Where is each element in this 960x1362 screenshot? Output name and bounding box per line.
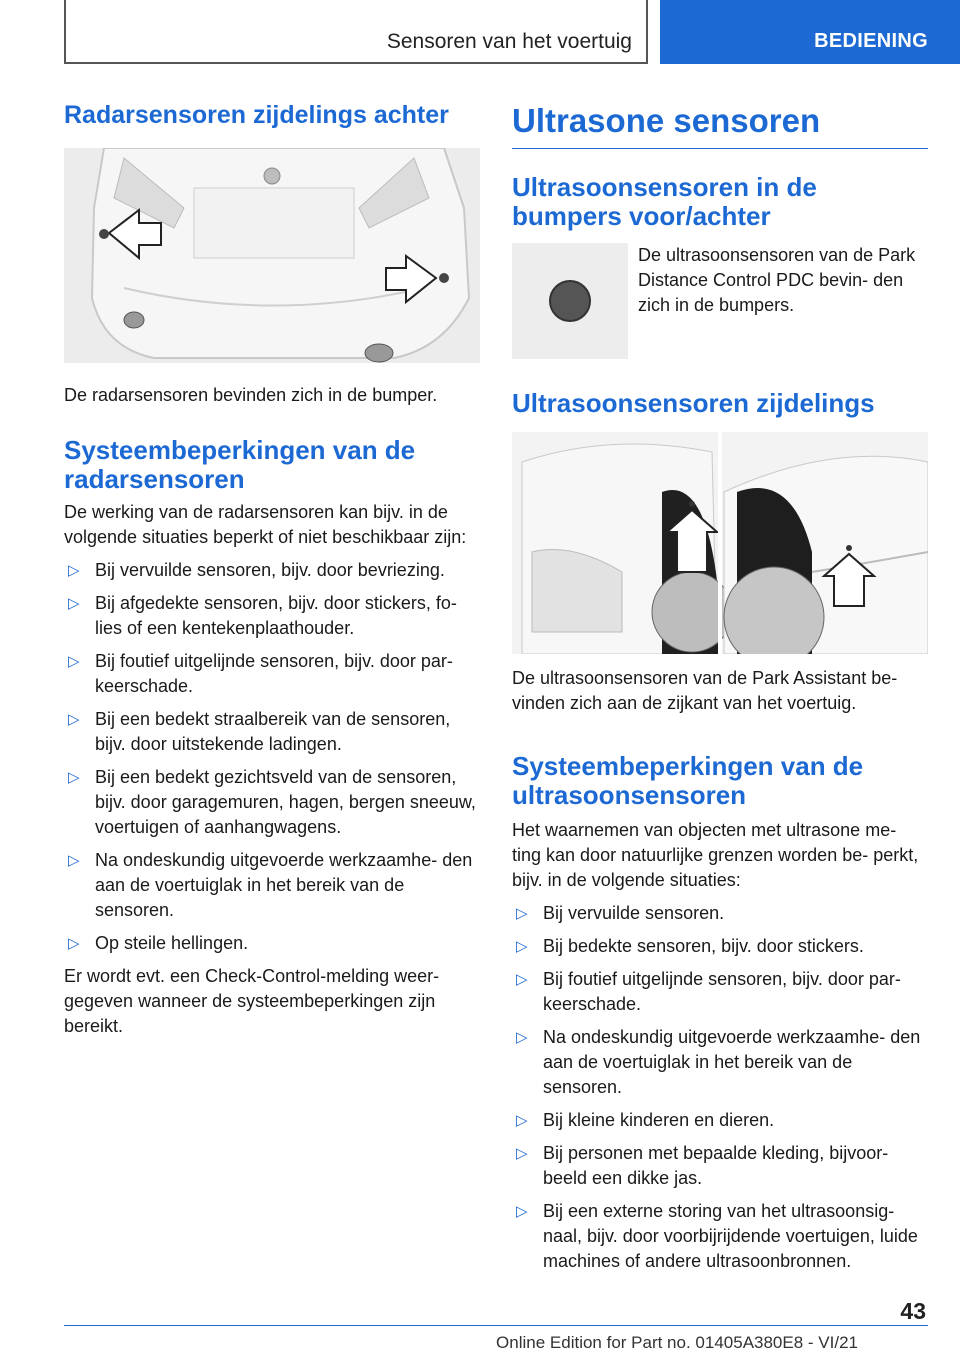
main-title-ultrasonic: Ultrasone sensoren — [512, 102, 821, 139]
header-title: Sensoren van het voertuig — [386, 30, 632, 53]
side-sensor-caption: De ultrasoonsensoren van de Park Assistant be‐ vinden zich aan de zijkant van het voertuig. — [512, 668, 898, 713]
bullet-triangle-icon: ▷ — [68, 935, 80, 952]
radar-limits-closing: Er wordt evt. een Check-Control-melding weer‐ gegeven wanneer de systeembeperkingen zijn bereikt. — [64, 966, 440, 1036]
bullet-triangle-icon: ▷ — [68, 653, 80, 670]
bullet-triangle-icon: ▷ — [516, 1029, 528, 1046]
list-item: ▷ Bij vervuilde sensoren. — [512, 901, 928, 926]
list-item: ▷ Bij afgedekte sensoren, bijv. door stickers, fo‐ lies of een kentekenplaathouder. — [68, 593, 457, 638]
section-title-bumper-sensors: Ultrasoonsensoren in de bumpers voor/achter — [512, 172, 817, 231]
footer-divider — [64, 1325, 928, 1326]
bullet-triangle-icon: ▷ — [68, 852, 80, 869]
ultrasonic-limits-intro: Het waarnemen van objecten met ultrasone me‐ ting kan door natuurlijke grenzen worden be‐ perkt, bijv. in de volgende situaties: — [512, 820, 919, 890]
list-item: ▷ Na ondeskundig uitgevoerde werkzaamhe‐ den aan de voertuiglak in het bereik van de sensoren. — [516, 1027, 921, 1097]
header-tab-label: BEDIENING — [814, 30, 928, 52]
list-item: ▷ Bij een bedekt straalbereik van de sensoren, bijv. door uitstekende ladingen. — [68, 709, 451, 754]
bullet-triangle-icon: ▷ — [516, 938, 528, 955]
bullet-triangle-icon: ▷ — [516, 1203, 528, 1220]
list-item: ▷ Bij een externe storing van het ultrasoonsig‐ naal, bijv. door voorbijrijdende voertuigen, luide machines of andere ultrasoonbronnen. — [516, 1201, 918, 1271]
bumper-sensor-block — [512, 243, 928, 359]
bullet-triangle-icon: ▷ — [516, 1145, 528, 1162]
rear-car-illustration — [64, 148, 480, 363]
section-title-radar: Radarsensoren zijdelings achter — [64, 101, 449, 129]
list-item: ▷ Bij kleine kinderen en dieren. — [512, 1108, 928, 1133]
page-number: 43 — [900, 1298, 926, 1324]
side-sensor-figure — [512, 432, 928, 654]
section-title-radar-limits: Systeembeperkingen van de radarsensoren — [64, 435, 416, 494]
list-item: ▷ Bij bedekte sensoren, bijv. door stickers. — [512, 934, 928, 959]
bullet-triangle-icon: ▷ — [516, 905, 528, 922]
rear-bumper-figure — [64, 148, 480, 363]
title-divider — [512, 148, 928, 149]
page-header — [64, 0, 648, 64]
left-column — [64, 100, 480, 1039]
right-column — [512, 100, 928, 1282]
radar-limits-list — [64, 558, 480, 956]
bullet-triangle-icon: ▷ — [68, 711, 80, 728]
bullet-triangle-icon: ▷ — [68, 562, 80, 579]
ultrasonic-limits-list — [512, 901, 928, 1274]
list-item: ▷ Bij foutief uitgelijnde sensoren, bijv. door par‐ keerschade. — [68, 651, 453, 696]
section-title-ultrasonic-limits: Systeembeperkingen van de ultrasoonsensoren — [512, 751, 864, 810]
list-item: ▷ Bij een bedekt gezichtsveld van de sensoren, bijv. door garagemuren, hagen, bergen sneeuw, voertuigen of aanhangwagens. — [68, 767, 476, 837]
bullet-triangle-icon: ▷ — [68, 769, 80, 786]
figure1-caption: De radarsensoren bevinden zich in de bumper. — [64, 385, 438, 405]
radar-limits-intro: De werking van de radarsensoren kan bijv. in de volgende situaties beperkt of niet beschikbaar zijn: — [64, 502, 467, 547]
section-title-side-sensors: Ultrasoonsensoren zijdelings — [512, 388, 875, 418]
list-item: ▷ Bij vervuilde sensoren, bijv. door bevriezing. — [64, 558, 480, 583]
list-item: ▷ Op steile hellingen. — [64, 931, 480, 956]
header-section-tab — [660, 0, 960, 64]
bullet-triangle-icon: ▷ — [516, 1112, 528, 1129]
list-item: ▷ Bij foutief uitgelijnde sensoren, bijv. door par‐ keerschade. — [516, 969, 901, 1014]
bumper-sensor-text: De ultrasoonsensoren van de Park Distance Control PDC bevin‐ den zich in de bumpers. — [638, 245, 916, 315]
sensor-disc-illustration — [512, 243, 628, 359]
footer-edition: Online Edition for Part no. 01405A380E8 - VI/21 — [496, 1333, 858, 1352]
list-item: ▷ Bij personen met bepaalde kleding, bijvoor‐ beeld een dikke jas. — [516, 1143, 889, 1188]
sensor-figure — [512, 243, 628, 359]
bullet-triangle-icon: ▷ — [516, 971, 528, 988]
bullet-triangle-icon: ▷ — [68, 595, 80, 612]
list-item: ▷ Na ondeskundig uitgevoerde werkzaamhe‐ den aan de voertuiglak in het bereik van de sensoren. — [68, 850, 473, 920]
side-car-illustration — [512, 432, 928, 654]
